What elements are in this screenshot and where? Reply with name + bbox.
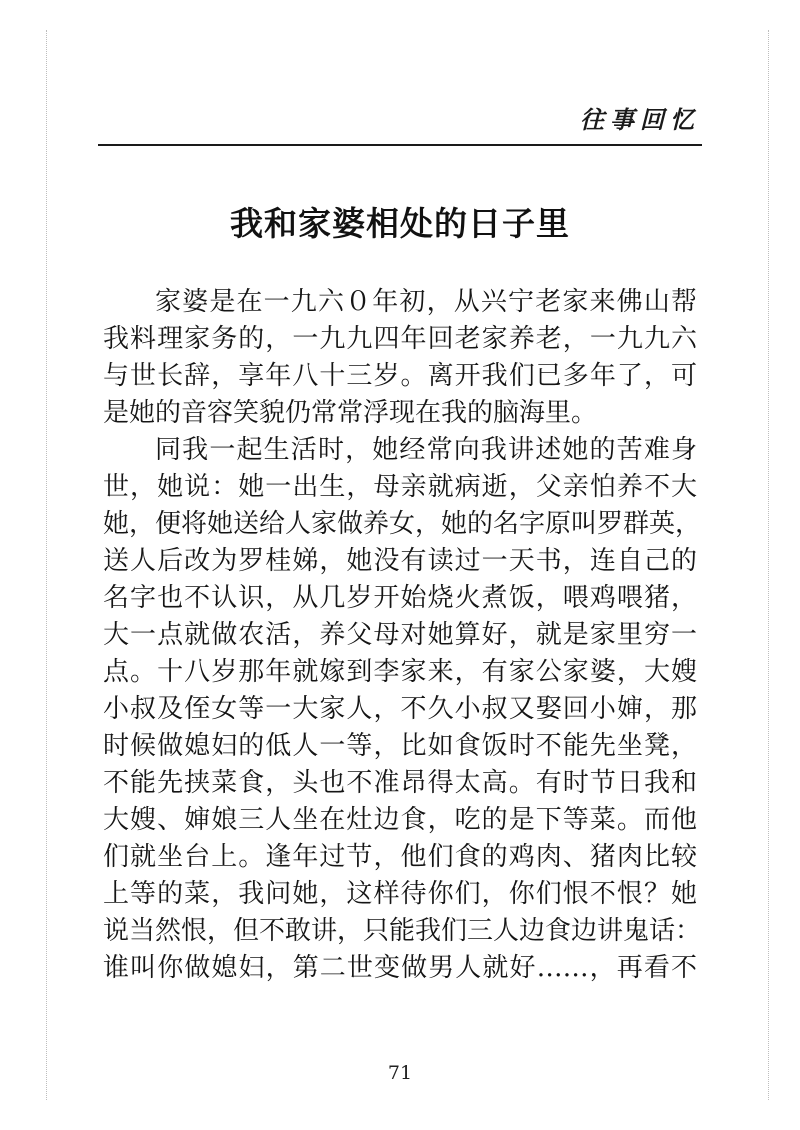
text-line: 世，她说：她一出生，母亲就病逝，父亲怕养不大 [103, 472, 697, 502]
text-line: 不能先挟菜食，头也不准昂得太高。有时节日我和 [103, 768, 697, 798]
article-title: 我和家婆相处的日子里 [230, 204, 570, 243]
text-line: 谁叫你做媳妇，第二世变做男人就好……，再看不 [103, 953, 697, 983]
text-line: 上等的菜，我问她，这样待你们，你们恨不恨？她 [103, 879, 697, 909]
text-line: 小叔及侄女等一大家人，不久小叔又娶回小婶，那 [103, 694, 697, 724]
text-line: 大嫂、婶娘三人坐在灶边食，吃的是下等菜。而他 [103, 805, 697, 835]
text-line: 她，便将她送给人家做养女，她的名字原叫罗群英， [103, 509, 702, 539]
text-line: 与世长辞，享年八十三岁。离开我们已多年了，可 [103, 361, 697, 391]
text-line: 送人后改为罗桂娣，她没有读过一天书，连自己的 [103, 546, 697, 576]
text-line: 时候做媳妇的低人一等，比如食饭时不能先坐凳， [103, 731, 697, 761]
scan-edge-right [768, 30, 769, 1100]
page-number: 71 [387, 1062, 413, 1084]
article-body [103, 284, 702, 987]
text-line: 同我一起生活时，她经常向我讲述她的苦难身 [155, 435, 697, 465]
text-line: 点。十八岁那年就嫁到李家来，有家公家婆，大嫂 [103, 657, 697, 687]
text-line: 我料理家务的，一九九四年回老家养老，一九九六 [103, 324, 697, 354]
text-line: 是她的音容笑貌仍常常浮现在我的脑海里。 [103, 398, 598, 428]
text-line: 大一点就做农活，养父母对她算好，就是家里穷一 [103, 620, 697, 650]
running-header-title: 往事回忆 [580, 105, 700, 134]
text-line: 说当然恨，但不敢讲，只能我们三人边食边讲鬼话： [103, 916, 702, 946]
scan-edge-left [46, 30, 47, 1100]
text-line: 家婆是在一九六０年初，从兴宁老家来佛山帮 [155, 287, 697, 317]
header-rule [98, 144, 702, 146]
text-line: 名字也不认识，从几岁开始烧火煮饭，喂鸡喂猪， [103, 583, 697, 613]
text-line: 们就坐台上。逢年过节，他们食的鸡肉、猪肉比较 [103, 842, 697, 872]
